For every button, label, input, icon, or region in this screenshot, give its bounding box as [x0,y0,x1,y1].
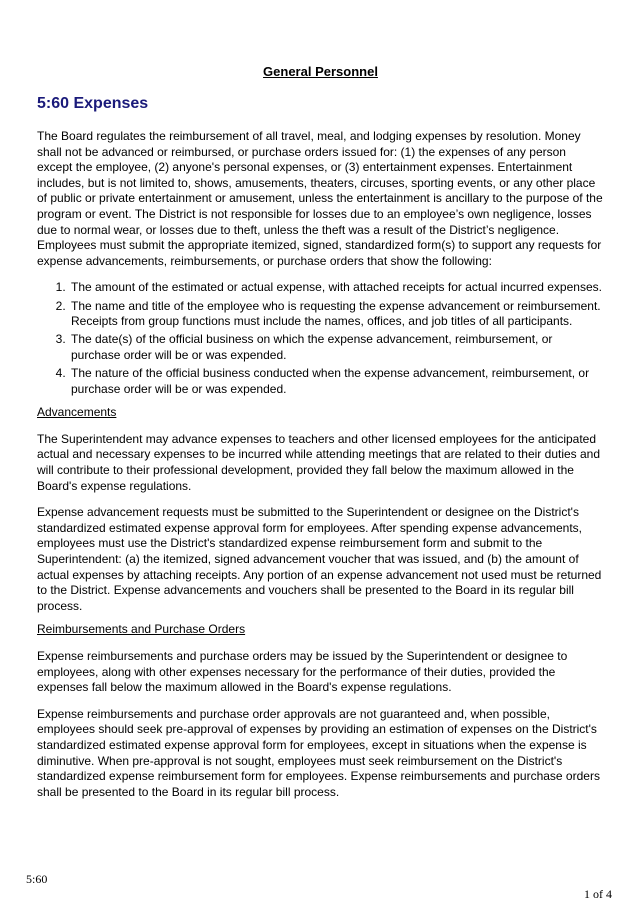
intro-paragraph: The Board regulates the reimbursement of all travel, meal, and lodging expenses by resolution. Money shall not be advanced or reimbursed, or purchase orders issued for: (1) the expenses of any person except the employee, (2) anyone's personal expenses, or (3) entertainment expenses. Entertainment includes, but is not limited to, shows, amusements, theaters, circuses, sporting events, or any other place of public or private entertainment or amusement, unless the entertainment is ancillary to the purpose of the program or event. The District is not responsible for losses due to an employee’s own negligence, losses due to normal wear, or losses due to theft, unless the theft was a result of the District’s negligence. Employees must submit the appropriate itemized, signed, standardized form(s) to support any requests for expense advancements, reimbursements, or purchase orders that show the following: [37,129,603,268]
list-item: 3. The date(s) of the official business on which the expense advancement, reimbursement, or purchase order will be or was expended. [69,332,604,363]
section-title: General Personnel [263,64,378,79]
requirements-list [37,280,604,397]
advancements-paragraph-1: The Superintendent may advance expenses to teachers and other licensed employees for the anticipated actual and necessary expenses to be incurred while attending meetings that are related to their duties and will contribute to their professional development, provided they fall below the maximum allowed in the Board's expense regulations. [37,431,601,493]
footer-policy-number: 5:60 [26,872,48,886]
policy-title: 5:60 Expenses [37,95,149,112]
advancements-heading: Advancements [37,405,117,420]
reimbursements-paragraph-2: Expense reimbursements and purchase order approvals are not guaranteed and, when possible, employees should seek pre-approval of expenses by providing an estimation of expenses on the District's standardized estimated expense approval form for employees, except in situations when the expense is diminutive. When pre-approval is not sought, employees must seek reimbursement on the District's standardized expense reimbursement form for employees. Expense reimbursements and purchase orders shall be presented to the Board in its regular bill process. [37,706,600,799]
advancements-paragraph-2: Expense advancement requests must be submitted to the Superintendent or designee on the District's standardized estimated expense approval form for employees. After spending expense advancements, employees must use the District's standardized expense reimbursement form and submit to the Superintendent: (a) the itemized, signed advancement voucher that was issued, and (b) the amount of actual expenses by attaching receipts. Any portion of an expense advancement not used must be returned to the District. Expense advancements and vouchers shall be presented to the Board in its regular bill process. [37,505,602,613]
list-item: 1. The amount of the estimated or actual expense, with attached receipts for actual incurred expenses. [69,280,604,296]
page-indicator: 1 of 4 [584,887,612,901]
document-page [37,0,604,800]
reimbursements-heading: Reimbursements and Purchase Orders [37,622,246,637]
reimbursements-paragraph-1: Expense reimbursements and purchase orders may be issued by the Superintendent or designee to employees, along with other expenses necessary for the performance of their duties, provided the expenses fall below the maximum allowed in the Board's expense regulations. [37,649,568,695]
list-item: 2. The name and title of the employee who is requesting the expense advancement or reimbursement. Receipts from group functions must include the names, offices, and job titles of all participants. [69,299,604,330]
list-item: 4. The nature of the official business conducted when the expense advancement, reimbursement, or purchase order will be or was expended. [69,366,604,397]
